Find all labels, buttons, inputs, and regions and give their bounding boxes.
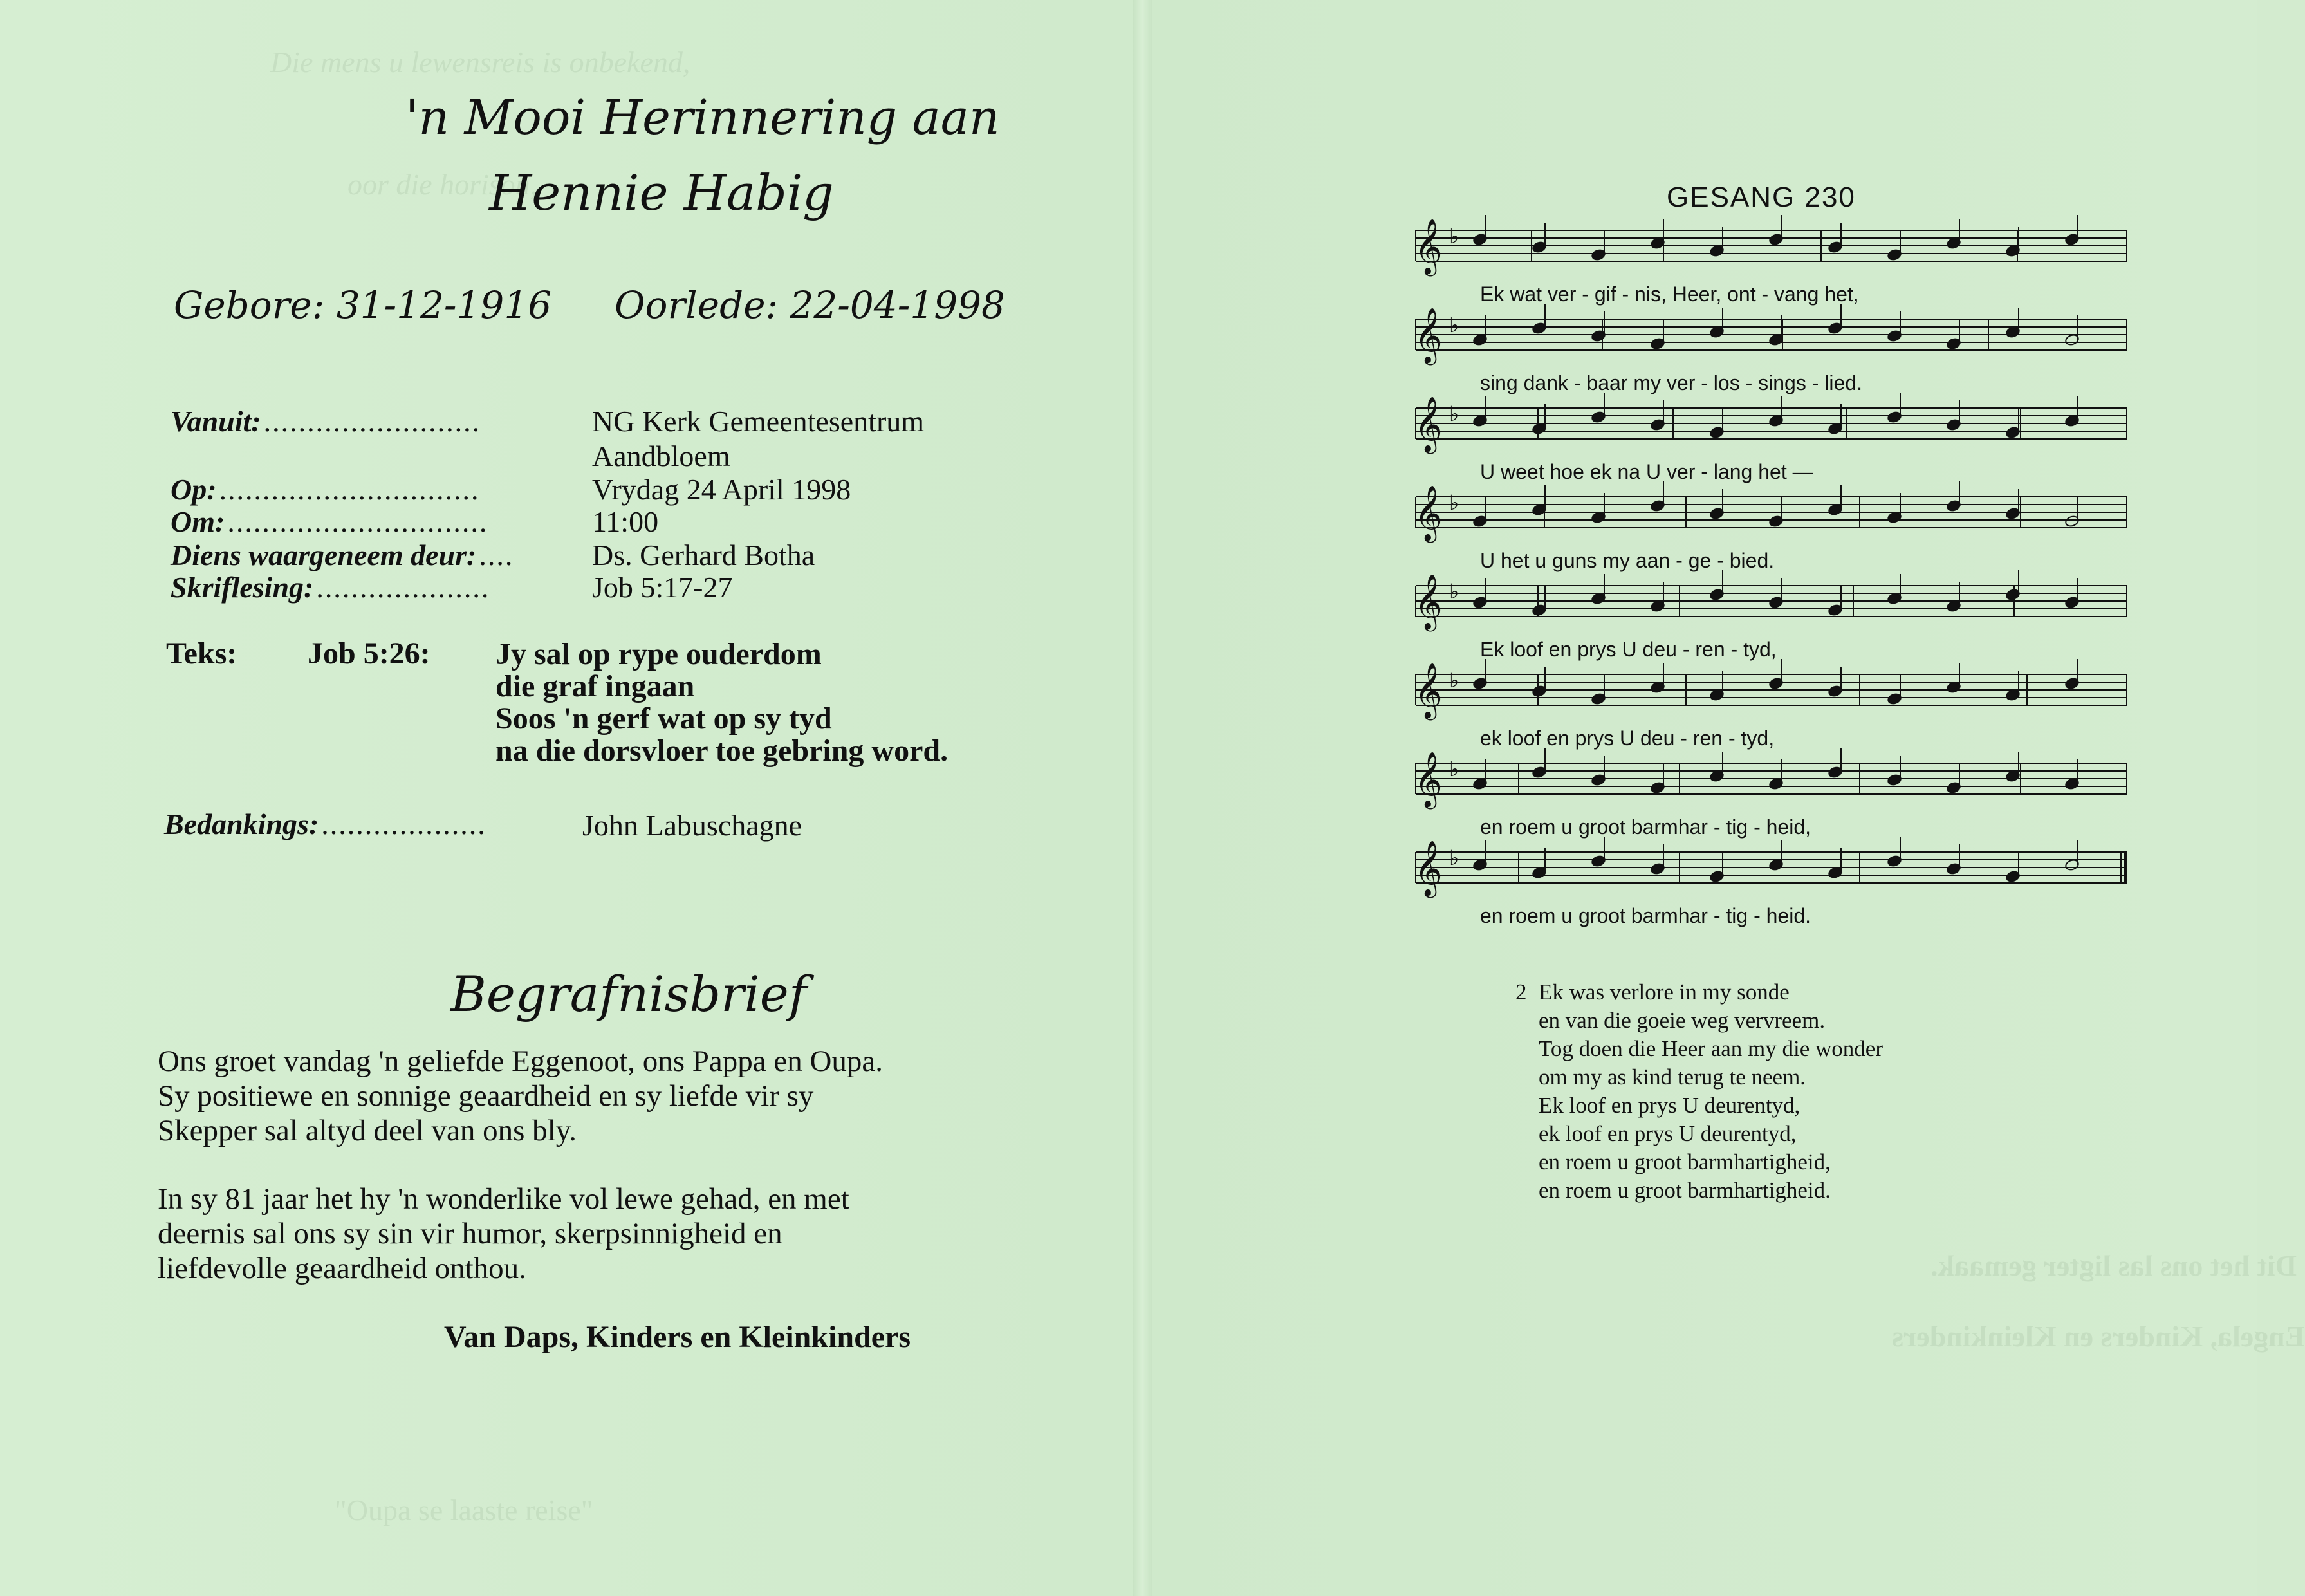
treble-clef-icon: 𝄞 [1414,396,1443,452]
flat-sign-icon: ♭ [1449,313,1459,337]
detail-label: Op: [171,473,217,506]
detail-label: Om: [171,505,225,538]
detail-dots: .................... [316,571,490,604]
thanks-row [164,807,486,841]
verse-number: 2 [1515,979,1527,1005]
birth-date: Gebore: 31-12-1916 [174,283,552,327]
left-page [0,0,1133,1596]
detail-row [171,472,1007,508]
letter-title: Begrafnisbrief [450,965,807,1023]
teks-verse-line: Jy sal op rype ouderdom [495,637,822,671]
detail-value: NG Kerk Gemeentesentrum [592,405,925,438]
treble-clef-icon: 𝄞 [1414,663,1443,718]
detail-row [171,404,1007,440]
staff-lyric: Ek loof en prys U deu - ren - tyd, [1480,638,1777,661]
flat-sign-icon: ♭ [1449,846,1459,870]
letter-line: In sy 81 jaar het hy 'n wonderlike vol lewe gehad, en met [158,1182,849,1216]
letter-paragraph-2 [158,1182,1046,1286]
flat-sign-icon: ♭ [1449,490,1459,515]
verse-line: Tog doen die Heer aan my die wonder [1539,1036,1883,1061]
treble-clef-icon: 𝄞 [1414,308,1443,363]
detail-value: Aandbloem [592,440,730,472]
flat-sign-icon: ♭ [1449,224,1459,248]
verse-line: Ek loof en prys U deurentyd, [1539,1093,1800,1118]
thanks-dots: ................... [321,808,486,840]
staff-lyric: U weet hoe ek na U ver - lang het — [1480,460,1813,483]
bleed-through-text: Dit het ons las ligter gemaak. [1930,1249,2297,1282]
detail-dots: ......................... [263,405,481,438]
detail-value: Job 5:17-27 [592,571,733,604]
detail-label: Skriflesing: [171,571,314,604]
staff-lyric: en roem u groot barmhar - tig - heid, [1480,815,1811,839]
bleed-through-text: Die mens u lewensreis is onbekend, [270,46,690,79]
detail-value: 11:00 [592,505,659,538]
flat-sign-icon: ♭ [1449,668,1459,692]
detail-value: Vrydag 24 April 1998 [592,473,851,506]
teks-verse [495,638,948,767]
detail-dots: .............................. [219,473,480,506]
treble-clef-icon: 𝄞 [1414,485,1443,541]
teks-reference: Job 5:26: [308,636,430,671]
staff-lyric: en roem u groot barmhar - tig - heid. [1480,904,1811,927]
detail-dots: .............................. [227,505,488,538]
detail-row [171,439,1007,475]
flat-sign-icon: ♭ [1449,757,1459,781]
staff-lyric: sing dank - baar my ver - los - sings - lied. [1480,371,1862,394]
final-barline [2124,852,2127,883]
bleed-through-text: oor die horison, [347,168,538,201]
title-line-2: Hennie Habig [489,164,834,221]
detail-dots: .... [479,539,514,571]
signature: Van Daps, Kinders en Kleinkinders [444,1320,911,1354]
detail-row [171,570,1007,606]
teks-verse-line: die graf ingaan [495,669,695,703]
bleed-through-text: Engela, Kinders en Kleinkinders [1892,1320,2305,1353]
detail-row [171,538,1007,574]
detail-label: Vanuit: [171,405,261,438]
thanks-label: Bedankings: [164,808,319,840]
treble-clef-icon: 𝄞 [1414,574,1443,629]
verse-2 [1515,978,1883,1205]
teks-verse-line: Soos 'n gerf wat op sy tyd [495,701,832,736]
detail-value: Ds. Gerhard Botha [592,539,815,571]
verse-line: en roem u groot barmhartigheid. [1539,1178,1831,1203]
letter-line: Sy positiewe en sonnige geaardheid en sy liefde vir sy [158,1079,814,1113]
hymn-title: GESANG 230 [1667,181,1856,213]
letter-line: Ons groet vandag 'n geliefde Eggenoot, ons Pappa en Oupa. [158,1044,884,1078]
verse-line: Ek was verlore in my sonde [1539,979,1790,1005]
teks-verse-line: na die dorsvloer toe gebring word. [495,734,949,768]
detail-row [171,505,1007,541]
page-fold [1133,0,1152,1596]
treble-clef-icon: 𝄞 [1414,840,1443,896]
teks-label: Teks: [166,636,237,671]
verse-line: en roem u groot barmhartigheid, [1539,1149,1831,1174]
staff-lyric: ek loof en prys U deu - ren - tyd, [1480,727,1775,750]
bleed-through-text: "Oupa se laaste reise" [335,1494,593,1526]
verse-line: om my as kind terug te neem. [1539,1064,1806,1090]
letter-paragraph-1 [158,1044,1046,1148]
letter-line: liefdevolle geaardheid onthou. [158,1252,526,1285]
letter-line: deernis sal ons sy sin vir humor, skerpsinnigheid en [158,1217,782,1250]
verse-line: ek loof en prys U deurentyd, [1539,1121,1797,1146]
flat-sign-icon: ♭ [1449,402,1459,426]
staff-lyric: Ek wat ver - gif - nis, Heer, ont - vang het, [1480,283,1859,306]
title-line-1: 'n Mooi Herinnering aan [405,90,1000,145]
death-date: Oorlede: 22-04-1998 [615,283,1005,327]
staff-lyric: U het u guns my aan - ge - bied. [1480,549,1775,572]
verse-line: en van die goeie weg vervreem. [1539,1008,1826,1033]
sheet-music [1409,219,2136,933]
letter-line: Skepper sal altyd deel van ons bly. [158,1114,577,1147]
detail-label: Diens waargeneem deur: [171,539,477,571]
treble-clef-icon: 𝄞 [1414,219,1443,274]
flat-sign-icon: ♭ [1449,579,1459,604]
treble-clef-icon: 𝄞 [1414,752,1443,807]
thanks-value: John Labuschagne [582,809,802,842]
